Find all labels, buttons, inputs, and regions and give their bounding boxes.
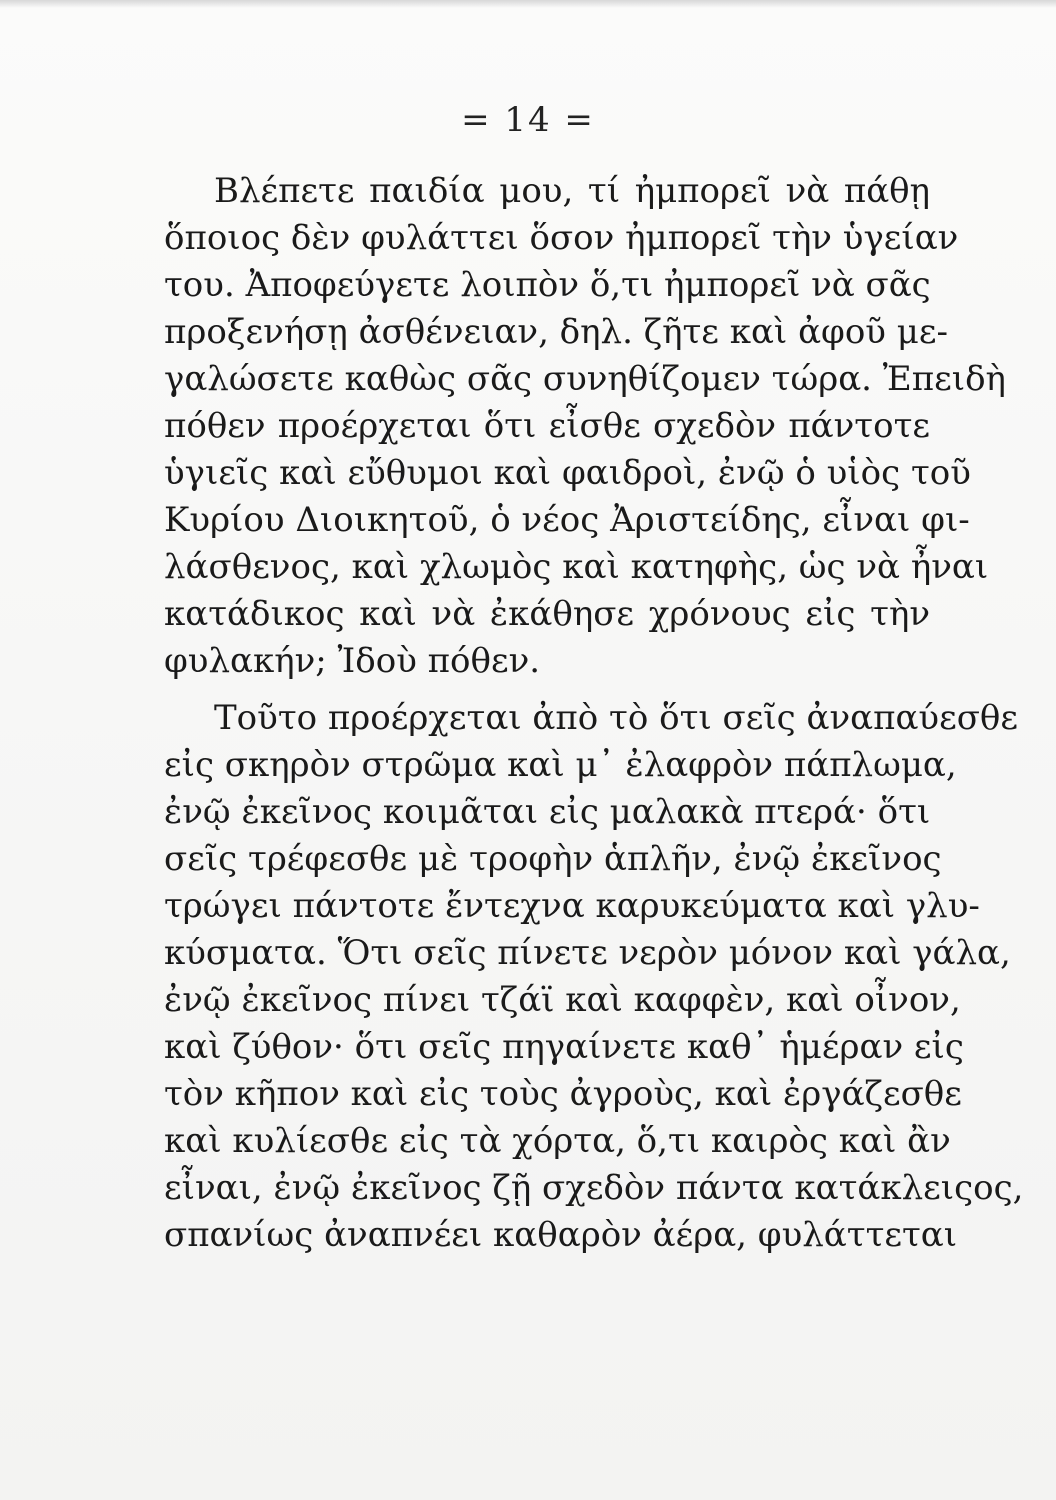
text-line: κύσματα. Ὅτι σεῖς πίνετε νερὸν μόνον καὶ γάλα, xyxy=(164,933,1011,973)
paragraph-1 xyxy=(164,168,1006,685)
text-line: σπανίως ἀναπνέει καθαρὸν ἀέρα, φυλάττεται xyxy=(164,1215,958,1255)
text-line: πόθεν προέρχεται ὅτι εἶσθε σχεδὸν πάντοτε xyxy=(164,406,930,446)
text-line: εἶναι, ἐνῷ ἐκεῖνος ζῇ σχεδὸν πάντα κατάκλειςος, xyxy=(164,1168,1024,1208)
paragraph-gap xyxy=(164,685,930,695)
text-line: καὶ κυλίεσθε εἰς τὰ χόρτα, ὅ,τι καιρὸς καὶ ἂν xyxy=(164,1121,951,1161)
text-line: ἐνῷ ἐκεῖνος κοιμᾶται εἰς μαλακὰ πτερά· ὅτι xyxy=(164,792,931,832)
text-line: εἰς σκηρὸν στρῶμα καὶ μ᾽ ἐλαφρὸν πάπλωμα, xyxy=(164,745,957,785)
text-line: γαλώσετε καθὼς σᾶς συνηθίζομεν τώρα. Ἐπειδὴ xyxy=(164,359,1006,399)
text-line: του. Ἀποφεύγετε λοιπὸν ὅ,τι ἠμπορεῖ νὰ σᾶς xyxy=(164,265,931,305)
text-line: ὑγιεῖς καὶ εὔθυμοι καὶ φαιδροὶ, ἐνῷ ὁ υἱὸς τοῦ xyxy=(164,453,971,493)
text-line: Βλέπετε παιδία μου, τί ἠμπορεῖ νὰ πάθῃ xyxy=(214,171,930,211)
text-line: καὶ ζύθον· ὅτι σεῖς πηγαίνετε καθ᾽ ἡμέραν εἰς xyxy=(164,1027,964,1067)
text-line: προξενήσῃ ἀσθένειαν, δηλ. ζῆτε καὶ ἀφοῦ με- xyxy=(164,312,948,352)
text-line: Τοῦτο προέρχεται ἀπὸ τὸ ὅτι σεῖς ἀναπαύεσθε xyxy=(214,698,1018,738)
text-line: λάσθενος, καὶ χλωμὸς καὶ κατηφὴς, ὡς νὰ ἦναι xyxy=(164,547,989,587)
text-line: ὅποιος δὲν φυλάττει ὅσον ἠμπορεῖ τὴν ὑγείαν xyxy=(164,218,959,258)
page-top-edge xyxy=(0,0,1056,8)
text-line: φυλακήν; Ἰδοὺ πόθεν. xyxy=(164,641,541,681)
text-line: κατάδικος καὶ νὰ ἐκάθησε χρόνους εἰς τὴν xyxy=(164,594,930,634)
text-line: σεῖς τρέφεσθε μὲ τροφὴν ἁπλῆν, ἐνῷ ἐκεῖνος xyxy=(164,839,942,879)
page-number: = 14 = xyxy=(461,100,595,140)
paragraph-2 xyxy=(164,695,1024,1259)
text-line: τὸν κῆπον καὶ εἰς τοὺς ἀγροὺς, καὶ ἐργάζεσθε xyxy=(164,1074,962,1114)
text-line: Κυρίου Διοικητοῦ, ὁ νέος Ἀριστείδης, εἶναι φι- xyxy=(164,500,970,540)
body-text xyxy=(164,168,1024,1259)
text-line: τρώγει πάντοτε ἔντεχνα καρυκεύματα καὶ γλυ- xyxy=(164,886,980,926)
text-line: ἐνῷ ἐκεῖνος πίνει τζάϊ καὶ καφφὲν, καὶ οἶνον, xyxy=(164,980,961,1020)
